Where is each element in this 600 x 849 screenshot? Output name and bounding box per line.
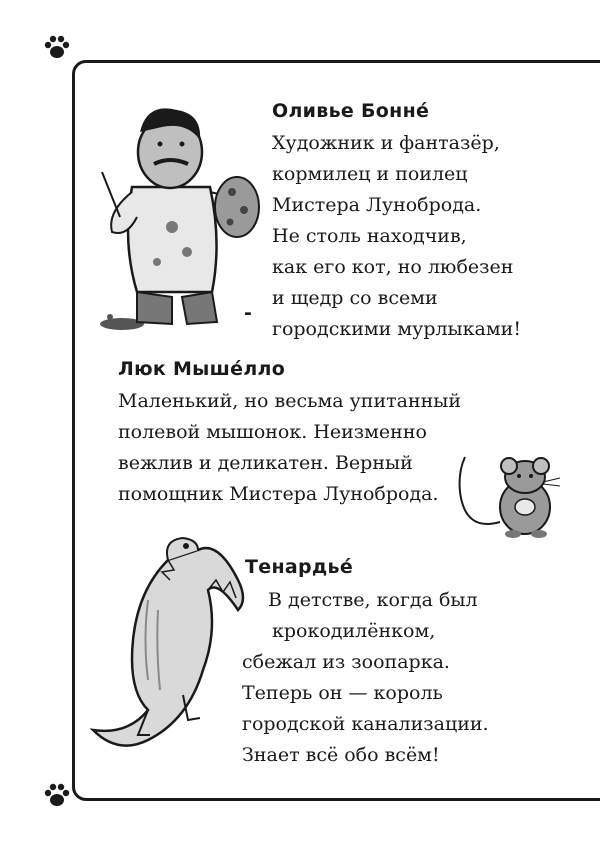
decorative-dash: - bbox=[244, 302, 253, 324]
mouse-illustration bbox=[455, 452, 565, 540]
paw-print-icon bbox=[42, 32, 72, 62]
description-line: Художник и фантазёр, bbox=[272, 132, 500, 154]
description-line: сбежал из зоопарка. bbox=[242, 651, 450, 673]
description-line: Теперь он — король bbox=[242, 682, 443, 704]
description-line: Знает всё обо всём! bbox=[242, 744, 440, 766]
description-line: городской канализации. bbox=[242, 713, 489, 735]
character-name: Тенардье́ bbox=[245, 556, 354, 578]
character-description bbox=[242, 585, 489, 771]
description-line: и щедр со всеми bbox=[272, 287, 438, 309]
description-line: Маленький, но весьма упитанный bbox=[118, 390, 462, 412]
character-name: Люк Мыше́лло bbox=[118, 358, 286, 380]
character-description bbox=[118, 386, 461, 510]
description-line: Мистера Луноброда. bbox=[272, 194, 482, 216]
description-line: В детстве, когда был bbox=[268, 589, 478, 611]
paw-print-icon bbox=[42, 780, 72, 810]
description-line: крокодилёнком, bbox=[272, 620, 436, 642]
character-name: Оливье Бонне́ bbox=[272, 100, 430, 122]
character-description bbox=[272, 128, 521, 345]
crocodile-illustration bbox=[88, 520, 258, 770]
description-line: полевой мышонок. Неизменно bbox=[118, 421, 427, 443]
description-line: помощник Мистера Луноброда. bbox=[118, 483, 439, 505]
description-line: вежлив и деликатен. Верный bbox=[118, 452, 413, 474]
description-line: кормилец и поилец bbox=[272, 163, 468, 185]
description-line: Не столь находчив, bbox=[272, 225, 467, 247]
painter-illustration bbox=[92, 92, 267, 337]
description-line: как его кот, но любезен bbox=[272, 256, 514, 278]
description-line: городскими мурлыками! bbox=[272, 318, 521, 340]
